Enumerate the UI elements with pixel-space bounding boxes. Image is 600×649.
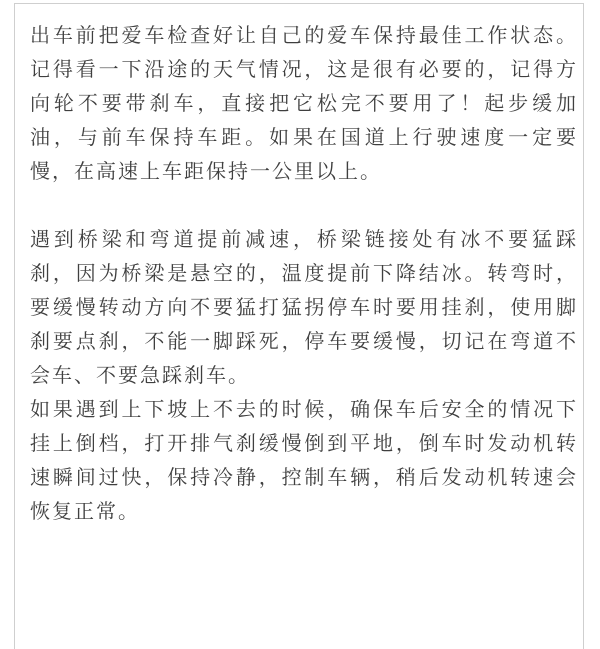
article-body <box>30 18 578 528</box>
paragraph-spacer <box>30 188 578 222</box>
paragraph-preparation: 出车前把爱车检查好让自己的爱车保持最佳工作状态。记得看一下沿途的天气情况，这是很有必要的，记得方向轮不要带刹车，直接把它松完不要用了！起步缓加油，与前车保持车距。如果在国道上行驶速度一定要慢，在高速上车距保持一公里以上。 <box>30 23 578 183</box>
paragraph-bridges-curves: 遇到桥梁和弯道提前减速，桥梁链接处有冰不要猛踩刹，因为桥梁是悬空的，温度提前下降结冰。转弯时，要缓慢转动方向不要猛打猛拐停车时要用挂刹，使用脚刹要点刹，不能一脚踩死，停车要缓慢，切记在弯道不会车、不要急踩刹车。 <box>30 227 578 387</box>
paragraph-slopes: 如果遇到上下坡上不去的时候，确保车后安全的情况下挂上倒档，打开排气刹缓慢倒到平地，倒车时发动机转速瞬间过快，保持冷静，控制车辆，稍后发动机转速会恢复正常。 <box>30 397 578 523</box>
